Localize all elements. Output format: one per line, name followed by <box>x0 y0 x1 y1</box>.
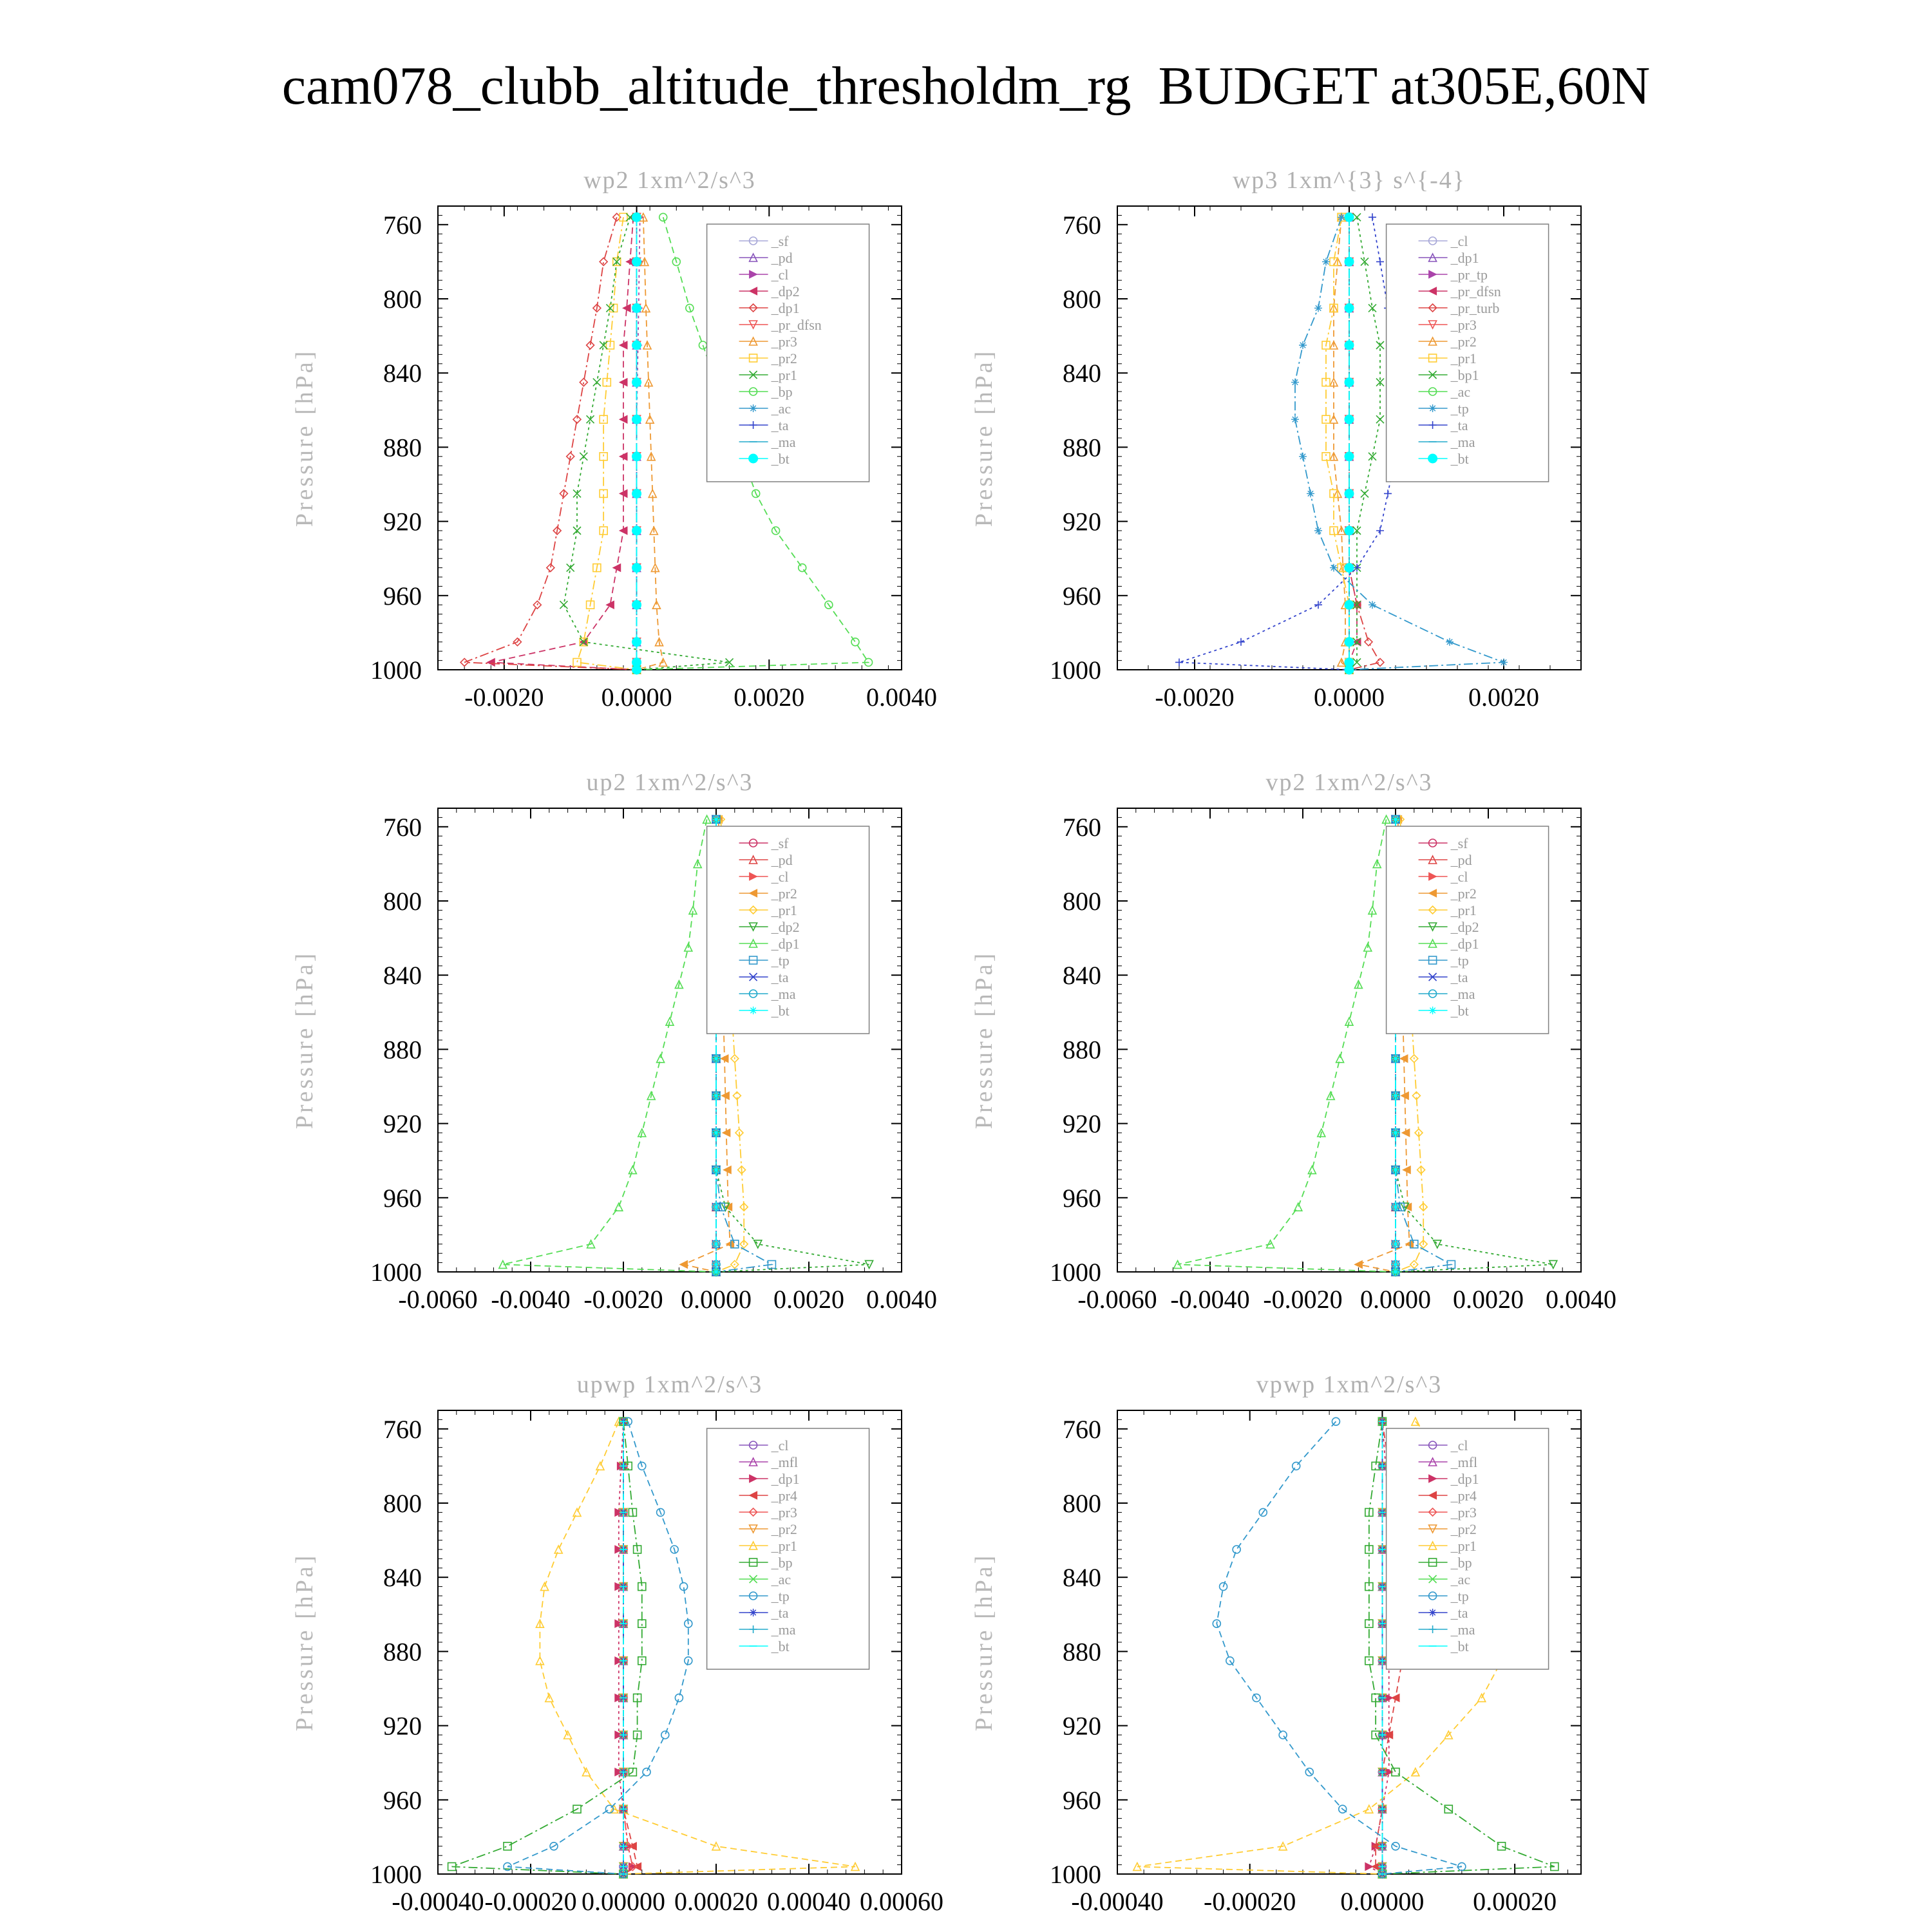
data-point <box>629 1166 636 1174</box>
data-point <box>632 526 641 535</box>
y-tick-label: 800 <box>383 285 422 314</box>
data-point <box>1365 1657 1373 1665</box>
y-tick-label: 840 <box>1063 359 1101 388</box>
data-point <box>606 304 614 312</box>
data-point <box>593 379 601 386</box>
data-point <box>1345 213 1354 222</box>
x-tick-label: -0.0020 <box>1263 1285 1343 1314</box>
legend-label: _ta <box>1450 969 1468 985</box>
legend <box>1387 826 1549 1034</box>
x-tick-label: 0.0040 <box>1546 1285 1616 1314</box>
legend-label: _pr_turb <box>1450 300 1500 316</box>
subplot-title: wp3 1xm^{3} s^{-4} <box>1232 167 1466 194</box>
legend <box>707 224 869 482</box>
legend <box>707 826 869 1034</box>
data-point <box>712 1203 720 1211</box>
data-point <box>600 415 607 423</box>
data-point <box>1314 527 1322 535</box>
y-tick-label: 920 <box>383 507 422 536</box>
data-point <box>1345 378 1354 387</box>
legend-label: _bt <box>771 1638 790 1654</box>
legend-label: _tp <box>1450 401 1469 417</box>
data-point <box>1291 415 1299 423</box>
data-point <box>712 1240 720 1248</box>
legend-label: _cl <box>1450 869 1468 885</box>
y-tick-label: 1000 <box>370 656 422 685</box>
data-point <box>1446 638 1454 646</box>
data-point <box>1500 658 1508 666</box>
data-point <box>632 213 641 222</box>
legend-label: _bt <box>1450 1003 1469 1019</box>
data-point <box>504 1842 511 1850</box>
x-tick-label: -0.0040 <box>491 1285 571 1314</box>
series-bt <box>1345 213 1354 674</box>
subplot-title: up2 1xm^2/s^3 <box>586 769 753 796</box>
data-point <box>1354 1260 1362 1268</box>
y-tick-label: 800 <box>1063 285 1101 314</box>
data-point <box>1392 1268 1399 1276</box>
data-point <box>573 527 581 535</box>
data-point <box>1299 453 1307 460</box>
y-tick-label: 840 <box>383 961 422 990</box>
data-point <box>675 1694 683 1701</box>
legend-label: _tp <box>771 1588 790 1604</box>
legend-label: _pr1 <box>771 1538 797 1554</box>
legend-label: _ma <box>771 434 796 450</box>
y-tick-label: 960 <box>1063 581 1101 611</box>
legend-label: _bp <box>771 1555 793 1571</box>
legend-label: _pr1 <box>1450 1538 1477 1554</box>
legend-label: _ta <box>771 1605 789 1621</box>
subplot-title: upwp 1xm^2/s^3 <box>576 1371 763 1398</box>
data-point <box>600 453 607 460</box>
chart-panel-5 <box>291 1371 943 1916</box>
data-point <box>1392 1203 1399 1211</box>
legend-label: _sf <box>1450 835 1468 851</box>
x-tick-label: 0.0020 <box>1468 683 1539 712</box>
legend-label: _pr_tp <box>1450 267 1488 283</box>
legend-label: _pr3 <box>771 1504 797 1520</box>
x-tick-label: 0.0020 <box>773 1285 844 1314</box>
chart-panel-2 <box>971 167 1581 712</box>
y-tick-label: 1000 <box>370 1258 422 1287</box>
legend-label: _dp2 <box>771 919 800 935</box>
data-point <box>712 1092 720 1099</box>
data-point <box>657 1055 665 1063</box>
data-point <box>1345 564 1354 573</box>
data-point <box>1336 1055 1344 1063</box>
legend-label: _dp1 <box>771 936 800 952</box>
data-point <box>1365 638 1372 646</box>
legend-label: _sf <box>771 233 789 249</box>
chart-panel-4 <box>971 769 1616 1314</box>
series-line-dp1 <box>1178 819 1396 1272</box>
y-tick-label: 840 <box>383 359 422 388</box>
data-point <box>1376 658 1384 666</box>
data-point <box>1368 601 1376 609</box>
data-point <box>1392 1055 1399 1063</box>
data-point <box>1392 1260 1399 1268</box>
x-tick-label: 0.00020 <box>1473 1887 1557 1916</box>
data-point <box>638 1620 646 1627</box>
legend-label: _pr4 <box>771 1488 797 1504</box>
y-axis-label: Pressure [hPa] <box>971 951 998 1130</box>
legend <box>1387 1428 1549 1669</box>
data-point <box>712 815 720 823</box>
legend-label: _ac <box>1450 1571 1471 1587</box>
x-tick-label: 0.0020 <box>734 683 805 712</box>
data-point <box>1384 489 1392 497</box>
data-point <box>1345 452 1354 461</box>
x-tick-label: 0.00040 <box>767 1887 851 1916</box>
y-tick-label: 760 <box>1063 210 1101 240</box>
legend-label: _bt <box>771 1003 790 1019</box>
y-tick-label: 880 <box>1063 433 1101 462</box>
x-tick-label: 0.0020 <box>1453 1285 1524 1314</box>
legend-label: _ma <box>1450 986 1475 1002</box>
data-point <box>632 452 641 461</box>
legend-label: _cl <box>771 869 789 885</box>
data-point <box>1233 1546 1240 1553</box>
data-point <box>680 1260 688 1268</box>
legend-label: _ta <box>771 417 789 433</box>
data-point <box>1376 341 1384 349</box>
series-bt <box>632 213 641 674</box>
data-point <box>712 1260 720 1268</box>
legend-label: _pr3 <box>1450 317 1477 333</box>
data-point <box>726 1240 734 1248</box>
legend-label: _dp1 <box>1450 1471 1479 1487</box>
x-tick-label: -0.00020 <box>1204 1887 1296 1916</box>
series-dp1 <box>1174 815 1399 1276</box>
data-point <box>1353 213 1361 221</box>
data-point <box>712 1166 720 1174</box>
y-tick-label: 920 <box>1063 507 1101 536</box>
data-point <box>580 379 587 386</box>
chart-panel-3 <box>291 769 937 1314</box>
y-tick-label: 880 <box>383 1035 422 1065</box>
legend-label: _bp <box>1450 1555 1472 1571</box>
y-tick-label: 840 <box>1063 961 1101 990</box>
legend-label: _pr2 <box>1450 886 1477 902</box>
data-point <box>1392 1092 1399 1099</box>
legend-label: _ma <box>771 986 796 1002</box>
data-point <box>629 1842 636 1850</box>
y-axis-label: Pressure [hPa] <box>971 348 998 527</box>
legend-label: _mfl <box>771 1454 799 1470</box>
data-point <box>1322 258 1330 265</box>
x-tick-label: 0.0000 <box>1360 1285 1431 1314</box>
subplot-title: vpwp 1xm^2/s^3 <box>1256 1371 1443 1398</box>
data-point <box>1498 1842 1506 1850</box>
x-tick-label: 0.0000 <box>681 1285 752 1314</box>
y-tick-label: 760 <box>1063 1414 1101 1444</box>
legend-label: _bt <box>771 451 790 467</box>
data-point <box>1330 564 1338 572</box>
legend-label: _pd <box>1450 852 1472 868</box>
data-point <box>487 658 495 666</box>
legend-label: _tp <box>1450 952 1469 969</box>
y-tick-label: 880 <box>383 433 422 462</box>
y-axis-label: Pressure [hPa] <box>971 1553 998 1732</box>
y-tick-label: 840 <box>1063 1563 1101 1593</box>
legend-label: _pr1 <box>771 902 797 918</box>
legend-label: _pr1 <box>771 367 797 383</box>
data-point <box>580 453 587 460</box>
y-tick-label: 760 <box>383 812 422 842</box>
legend-label: _ma <box>1450 434 1475 450</box>
legend-label: _pr1 <box>1450 902 1477 918</box>
y-tick-label: 1000 <box>1050 1860 1101 1889</box>
data-point <box>638 1657 646 1665</box>
data-point <box>1338 213 1345 221</box>
subplot-title: vp2 1xm^2/s^3 <box>1265 769 1433 796</box>
legend-label: _pr4 <box>1450 1488 1477 1504</box>
data-point <box>1291 379 1299 386</box>
legend-label: _dp1 <box>1450 936 1479 952</box>
legend <box>707 1428 869 1669</box>
data-point <box>632 415 641 424</box>
legend <box>1387 224 1549 482</box>
data-point <box>554 1546 562 1553</box>
legend-label: _pr3 <box>771 334 797 350</box>
legend-label: _pr_dfsn <box>771 317 822 333</box>
legend-label: _dp1 <box>1450 250 1479 266</box>
x-tick-label: -0.00040 <box>1071 1887 1164 1916</box>
data-point <box>1406 1240 1414 1248</box>
data-point <box>1368 213 1376 221</box>
data-point <box>596 1462 604 1470</box>
legend-label: _pr3 <box>1450 1504 1477 1520</box>
y-tick-label: 960 <box>383 1785 422 1815</box>
x-tick-label: -0.0020 <box>1155 683 1235 712</box>
data-point <box>643 1768 650 1776</box>
legend-label: _pr2 <box>771 350 797 366</box>
legend-label: _pr_dfsn <box>1450 283 1501 299</box>
data-point <box>573 658 581 666</box>
legend-label: _ta <box>771 969 789 985</box>
legend-label: _cl <box>1450 233 1468 249</box>
x-tick-label: -0.0040 <box>1170 1285 1250 1314</box>
series-tp <box>504 1417 692 1878</box>
data-point <box>666 1018 674 1025</box>
data-point <box>851 638 859 646</box>
data-point <box>1376 258 1384 265</box>
legend-label: _pr2 <box>1450 334 1477 350</box>
data-point <box>712 1268 720 1276</box>
x-tick-label: -0.0020 <box>464 683 544 712</box>
x-tick-label: 0.00060 <box>860 1887 943 1916</box>
data-point <box>632 257 641 266</box>
y-axis-label: Pressure [hPa] <box>291 1553 318 1732</box>
data-point <box>712 1055 720 1063</box>
subplot-title: wp2 1xm^2/s^3 <box>583 167 756 194</box>
data-point <box>1175 658 1183 666</box>
legend-label: _ac <box>1450 384 1471 400</box>
data-point <box>1293 1462 1300 1470</box>
data-point <box>1361 489 1368 497</box>
legend-label: _sf <box>771 835 789 851</box>
legend-label: _ac <box>771 1571 791 1587</box>
y-tick-label: 960 <box>1063 1785 1101 1815</box>
legend-label: _dp1 <box>771 1471 800 1487</box>
legend-label: _dp2 <box>771 283 800 299</box>
legend-label: _bp <box>771 384 793 400</box>
data-point <box>1345 489 1354 498</box>
data-point <box>1392 1166 1399 1174</box>
y-tick-label: 920 <box>1063 1711 1101 1741</box>
x-tick-label: 0.0000 <box>601 683 672 712</box>
data-point <box>1392 815 1399 823</box>
data-point <box>632 303 641 312</box>
series-line-dp1 <box>503 819 716 1272</box>
x-tick-label: -0.0020 <box>583 1285 663 1314</box>
y-axis-label: Pressure [hPa] <box>291 348 318 527</box>
chart-panel-6 <box>971 1371 1581 1916</box>
y-tick-label: 880 <box>383 1637 422 1667</box>
legend-label: _mfl <box>1450 1454 1478 1470</box>
x-tick-label: -0.0060 <box>1077 1285 1157 1314</box>
y-tick-label: 1000 <box>1050 1258 1101 1287</box>
data-point <box>1392 1129 1399 1137</box>
x-tick-label: -0.00040 <box>392 1887 484 1916</box>
data-point <box>1345 638 1354 647</box>
legend-label: _bt <box>1450 1638 1469 1654</box>
legend-label: _tp <box>1450 1588 1469 1604</box>
series-line-pr1 <box>564 217 729 670</box>
data-point <box>632 638 641 647</box>
legend-label: _ac <box>771 401 791 417</box>
series-line-tp <box>507 1421 688 1874</box>
y-tick-label: 920 <box>1063 1109 1101 1139</box>
y-tick-label: 800 <box>1063 887 1101 916</box>
data-point <box>632 341 641 350</box>
y-tick-label: 760 <box>383 1414 422 1444</box>
data-point <box>632 489 641 498</box>
data-point <box>1299 341 1307 349</box>
x-tick-label: 0.00000 <box>582 1887 665 1916</box>
y-tick-label: 960 <box>1063 1183 1101 1213</box>
data-point <box>1365 1620 1373 1627</box>
legend-label: _bp1 <box>1450 367 1479 383</box>
legend-label: _dp1 <box>771 300 800 316</box>
data-point <box>1345 600 1354 609</box>
page-title: cam078_clubb_altitude_thresholdm_rg BUDGET at305E,60N <box>281 56 1651 116</box>
x-tick-label: 0.00020 <box>674 1887 758 1916</box>
y-tick-label: 760 <box>1063 812 1101 842</box>
legend-label: _pd <box>771 852 793 868</box>
legend-label: _pr1 <box>1450 350 1477 366</box>
data-point <box>661 1731 669 1739</box>
legend-label: _cl <box>771 1437 789 1454</box>
data-point <box>1237 638 1245 646</box>
y-tick-label: 800 <box>383 887 422 916</box>
data-point <box>1322 453 1330 460</box>
data-point <box>1392 1240 1399 1248</box>
x-tick-label: -0.0060 <box>398 1285 478 1314</box>
legend-label: _bt <box>1450 451 1469 467</box>
data-point <box>1376 415 1384 423</box>
data-point <box>1376 527 1384 535</box>
data-point <box>712 1129 720 1137</box>
y-tick-label: 1000 <box>370 1860 422 1889</box>
legend-label: _ta <box>1450 417 1468 433</box>
x-tick-label: 0.0040 <box>866 1285 937 1314</box>
data-point <box>1345 303 1354 312</box>
data-point <box>573 1508 581 1516</box>
chart-panel-1 <box>291 167 937 712</box>
legend-label: _ma <box>771 1622 796 1638</box>
data-point <box>1345 341 1354 350</box>
y-tick-label: 960 <box>383 1183 422 1213</box>
x-tick-label: 0.0040 <box>866 683 937 712</box>
legend-label: _tp <box>771 952 790 969</box>
y-tick-label: 960 <box>383 581 422 611</box>
legend-label: _pd <box>771 250 793 266</box>
data-point <box>1279 1731 1287 1739</box>
y-tick-label: 880 <box>1063 1035 1101 1065</box>
legend-label: _cl <box>1450 1437 1468 1454</box>
data-point <box>1345 257 1354 266</box>
data-point <box>1345 665 1354 674</box>
data-point <box>1307 489 1314 497</box>
data-point <box>632 665 641 674</box>
y-tick-label: 800 <box>1063 1489 1101 1518</box>
data-point <box>632 564 641 573</box>
legend-label: _pr2 <box>1450 1521 1477 1537</box>
data-point <box>1345 526 1354 535</box>
data-point <box>600 258 607 265</box>
data-point <box>560 601 567 609</box>
data-point <box>1345 1018 1353 1025</box>
data-point <box>632 600 641 609</box>
legend-label: _pr2 <box>771 886 797 902</box>
y-axis-label: Pressure [hPa] <box>291 951 318 1130</box>
data-point <box>1345 415 1354 424</box>
legend-label: _ta <box>1450 1605 1468 1621</box>
data-point <box>634 1862 641 1870</box>
y-tick-label: 800 <box>383 1489 422 1518</box>
series-line-dp2 <box>491 217 636 670</box>
y-tick-label: 920 <box>383 1109 422 1139</box>
y-tick-label: 760 <box>383 210 422 240</box>
data-point <box>1314 304 1322 312</box>
series-dp1 <box>499 815 720 1276</box>
y-tick-label: 920 <box>383 1711 422 1741</box>
legend-label: _dp2 <box>1450 919 1479 935</box>
x-tick-label: 0.0000 <box>1314 683 1385 712</box>
y-tick-label: 840 <box>383 1563 422 1593</box>
data-point <box>1308 1166 1316 1174</box>
x-tick-label: -0.00020 <box>484 1887 577 1916</box>
legend-label: _ma <box>1450 1622 1475 1638</box>
data-point <box>632 378 641 387</box>
legend-label: _pr2 <box>771 1521 797 1537</box>
data-point <box>799 564 806 572</box>
x-tick-label: 0.00000 <box>1340 1887 1425 1916</box>
y-tick-label: 1000 <box>1050 656 1101 685</box>
y-tick-label: 880 <box>1063 1637 1101 1667</box>
legend-label: _cl <box>771 267 789 283</box>
